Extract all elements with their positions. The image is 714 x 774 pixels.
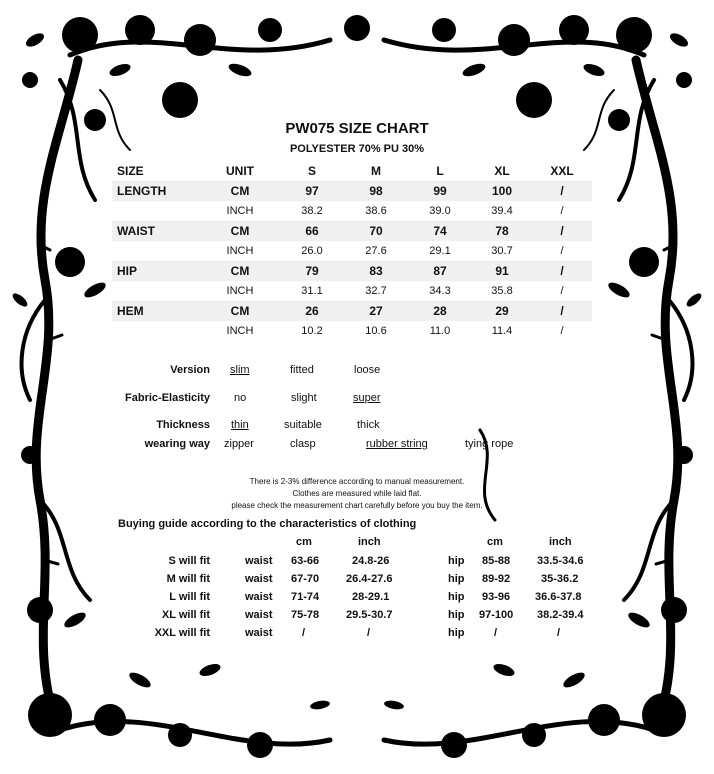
value-cell: 100 <box>472 181 532 201</box>
value-cell: 31.1 <box>280 281 344 301</box>
version-option-loose: loose <box>354 364 381 376</box>
value-cell: 78 <box>472 221 532 241</box>
guide-hip-cm: 85-88 <box>482 555 511 567</box>
wearing-option-rubber-string: rubber string <box>366 438 428 450</box>
value-cell: 74 <box>408 221 472 241</box>
guide-hip-cm: 97-100 <box>479 609 514 621</box>
row-label <box>112 201 200 221</box>
guide-hip-label: hip <box>448 555 465 567</box>
header-cell: M <box>371 164 381 178</box>
unit-cell: INCH <box>200 241 280 261</box>
guide-waist-cm: / <box>302 627 306 639</box>
value-cell: 29.1 <box>408 241 472 261</box>
version-option-slim: slim <box>230 364 250 376</box>
guide-waist-label: waist <box>245 555 273 567</box>
header-cell: XXL <box>550 164 574 178</box>
buying-guide-title: Buying guide according to the characteristics of clothing <box>118 518 417 530</box>
wearing-way-label: wearing way <box>144 438 210 450</box>
measurement-note: There is 2-3% difference according to manual measurement. <box>249 477 465 486</box>
row-label: WAIST <box>112 221 200 241</box>
unit-cell: CM <box>200 301 280 321</box>
value-cell: 32.7 <box>344 281 408 301</box>
value-cell: 79 <box>280 261 344 281</box>
value-cell: 27 <box>344 301 408 321</box>
unit-cell: CM <box>200 181 280 201</box>
guide-cm-header: cm <box>487 536 503 548</box>
guide-waist-inch: 26.4-27.6 <box>346 573 393 585</box>
unit-cell: CM <box>200 261 280 281</box>
value-cell: 98 <box>344 181 408 201</box>
header-cell: XL <box>494 164 510 178</box>
header-cell: UNIT <box>226 164 254 178</box>
elasticity-option-slight: slight <box>291 392 317 404</box>
guide-fit-label: XXL will fit <box>154 627 210 639</box>
elasticity-label: Fabric-Elasticity <box>125 392 210 404</box>
guide-waist-label: waist <box>245 627 273 639</box>
value-cell: 39.0 <box>408 201 472 221</box>
table-header-row <box>112 161 592 181</box>
table-row <box>112 201 592 221</box>
value-cell: 10.2 <box>280 321 344 341</box>
guide-waist-cm: 71-74 <box>291 591 320 603</box>
row-label <box>112 321 200 341</box>
value-cell: 27.6 <box>344 241 408 261</box>
header-cell: L <box>436 164 444 178</box>
value-cell: 70 <box>344 221 408 241</box>
size-chart-table <box>112 161 592 341</box>
guide-fit-label: L will fit <box>169 591 210 603</box>
value-cell: / <box>532 201 592 221</box>
value-cell: 26.0 <box>280 241 344 261</box>
guide-hip-label: hip <box>448 627 465 639</box>
thickness-label: Thickness <box>156 419 210 431</box>
guide-hip-cm: / <box>494 627 498 639</box>
guide-hip-label: hip <box>448 573 465 585</box>
table-row <box>112 301 592 321</box>
version-option-fitted: fitted <box>290 364 314 376</box>
guide-waist-label: waist <box>245 573 273 585</box>
guide-waist-inch: / <box>367 627 371 639</box>
value-cell: / <box>532 281 592 301</box>
guide-hip-inch: 36.6-37.8 <box>535 591 582 603</box>
wearing-option-zipper: zipper <box>224 438 254 450</box>
guide-hip-inch: 35-36.2 <box>541 573 579 585</box>
unit-cell: INCH <box>200 281 280 301</box>
value-cell: 87 <box>408 261 472 281</box>
value-cell: 28 <box>408 301 472 321</box>
unit-cell: INCH <box>200 201 280 221</box>
header-cell: SIZE <box>117 164 144 178</box>
guide-hip-inch: / <box>557 627 561 639</box>
row-label <box>112 281 200 301</box>
value-cell: 29 <box>472 301 532 321</box>
guide-fit-label: S will fit <box>168 555 210 567</box>
guide-fit-label: M will fit <box>166 573 210 585</box>
value-cell: 38.6 <box>344 201 408 221</box>
material-subtitle: POLYESTER 70% PU 30% <box>289 143 425 155</box>
guide-hip-label: hip <box>448 591 465 603</box>
thickness-option-thick: thick <box>357 419 380 431</box>
elasticity-option-no: no <box>234 392 247 404</box>
value-cell: / <box>532 221 592 241</box>
value-cell: 10.6 <box>344 321 408 341</box>
guide-waist-label: waist <box>245 609 273 621</box>
value-cell: / <box>532 181 592 201</box>
guide-hip-inch: 33.5-34.6 <box>537 555 584 567</box>
value-cell: 11.4 <box>472 321 532 341</box>
value-cell: 97 <box>280 181 344 201</box>
row-label <box>112 241 200 261</box>
guide-hip-inch: 38.2-39.4 <box>537 609 584 621</box>
value-cell: 91 <box>472 261 532 281</box>
value-cell: 35.8 <box>472 281 532 301</box>
value-cell: / <box>532 261 592 281</box>
value-cell: 83 <box>344 261 408 281</box>
guide-waist-label: waist <box>245 591 273 603</box>
value-cell: / <box>532 321 592 341</box>
row-label: HEM <box>112 301 200 321</box>
guide-inch-header: inch <box>549 536 572 548</box>
value-cell: 30.7 <box>472 241 532 261</box>
guide-fit-label: XL will fit <box>161 609 210 621</box>
value-cell: / <box>532 241 592 261</box>
thickness-option-thin: thin <box>231 419 249 431</box>
unit-cell: CM <box>200 221 280 241</box>
guide-waist-inch: 28-29.1 <box>352 591 390 603</box>
value-cell: 66 <box>280 221 344 241</box>
guide-waist-inch: 24.8-26 <box>352 555 390 567</box>
guide-waist-cm: 63-66 <box>291 555 320 567</box>
row-label: LENGTH <box>112 181 200 201</box>
table-row <box>112 321 592 341</box>
table-row <box>112 181 592 201</box>
guide-cm-header: cm <box>296 536 312 548</box>
value-cell: 39.4 <box>472 201 532 221</box>
value-cell: 38.2 <box>280 201 344 221</box>
guide-hip-cm: 93-96 <box>482 591 511 603</box>
table-row <box>112 221 592 241</box>
guide-waist-inch: 29.5-30.7 <box>346 609 393 621</box>
guide-hip-cm: 89-92 <box>482 573 511 585</box>
version-label: Version <box>170 364 210 376</box>
guide-hip-label: hip <box>448 609 465 621</box>
value-cell: 99 <box>408 181 472 201</box>
value-cell: / <box>532 301 592 321</box>
row-label: HIP <box>112 261 200 281</box>
guide-waist-cm: 75-78 <box>291 609 320 621</box>
table-row <box>112 241 592 261</box>
unit-cell: INCH <box>200 321 280 341</box>
value-cell: 26 <box>280 301 344 321</box>
page-title: PW075 SIZE CHART <box>285 120 429 137</box>
guide-inch-header: inch <box>358 536 381 548</box>
guide-waist-cm: 67-70 <box>291 573 320 585</box>
header-cell: S <box>307 164 316 178</box>
table-row <box>112 261 592 281</box>
value-cell: 11.0 <box>408 321 472 341</box>
elasticity-option-super: super <box>353 392 381 404</box>
measurement-note: please check the measurement chart carefully before you buy the item. <box>231 501 483 510</box>
value-cell: 34.3 <box>408 281 472 301</box>
wearing-option-tying-rope: tying rope <box>465 438 514 450</box>
thickness-option-suitable: suitable <box>284 419 322 431</box>
wearing-option-clasp: clasp <box>290 438 316 450</box>
table-row <box>112 281 592 301</box>
measurement-note: Clothes are measured while laid flat. <box>292 489 422 498</box>
